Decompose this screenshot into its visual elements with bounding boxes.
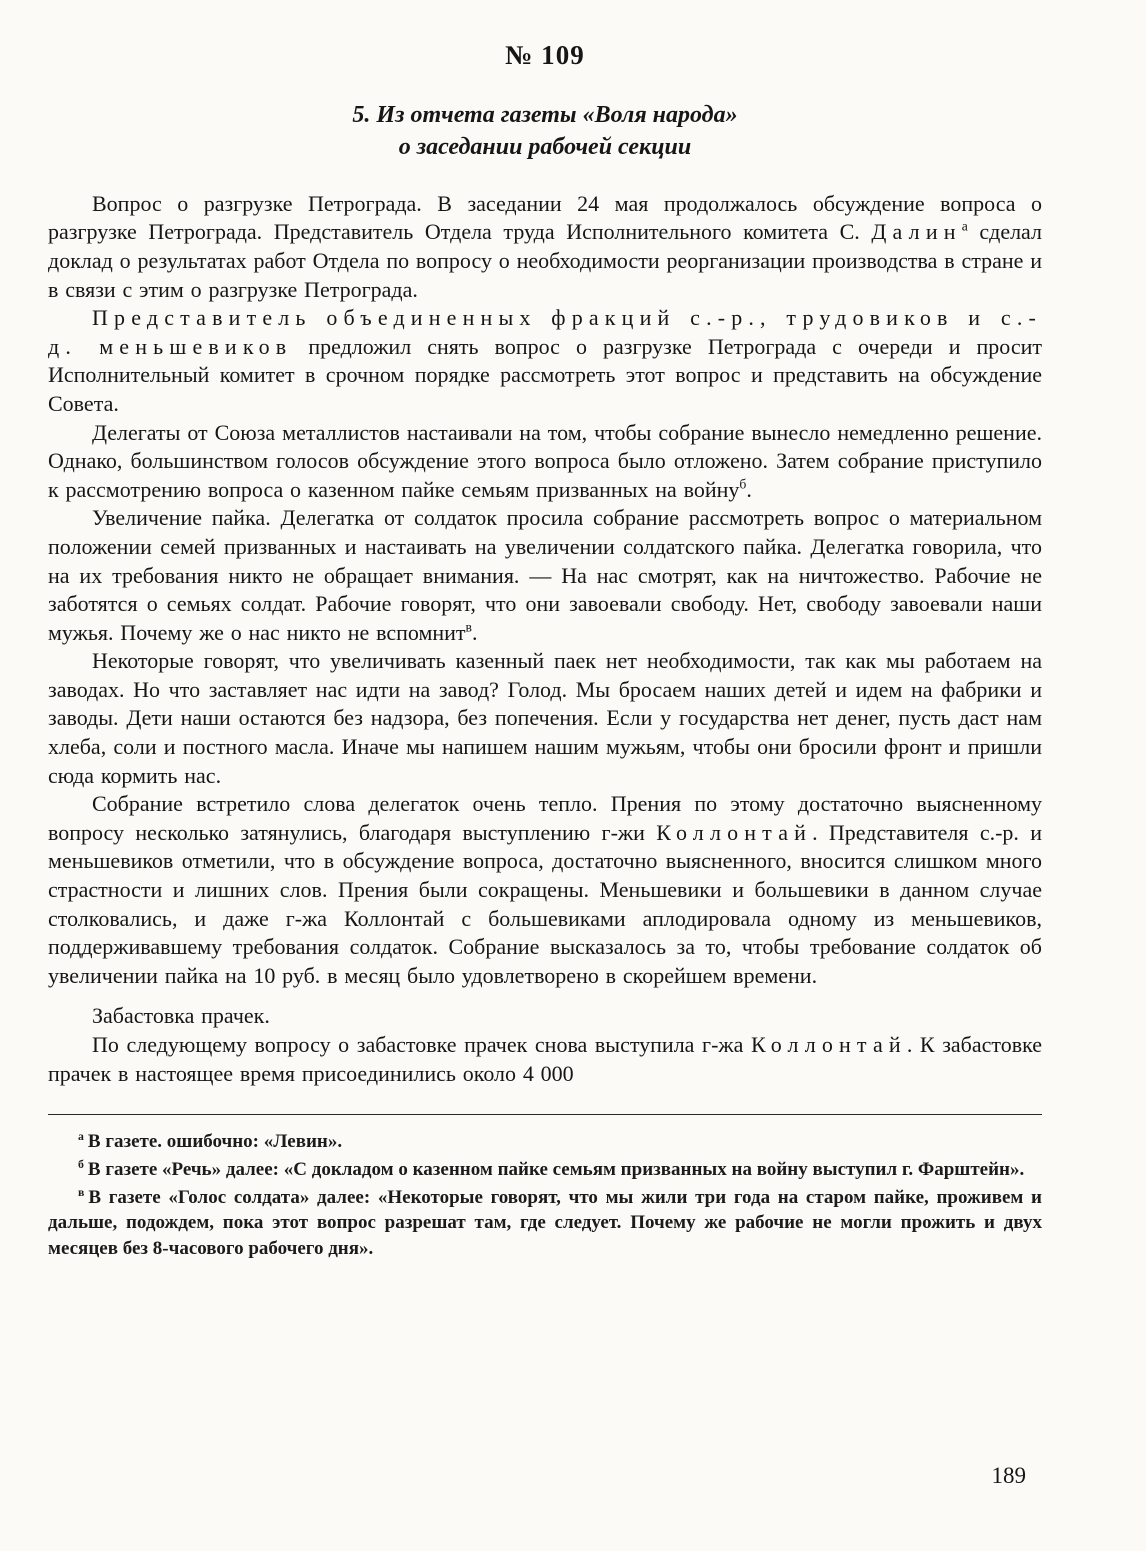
- footnote-text: В газете «Речь» далее: «С докладом о казенном пайке семьям призванных на войну выступил г. Фарштейн».: [87, 1159, 1025, 1181]
- text-segment: .: [746, 476, 752, 502]
- text-segment: сделал доклад о результатах работ Отдела по вопросу о необходимости реорганизации производства в стране и в связи с этим о разгрузке Петрограда.: [48, 219, 1042, 302]
- paragraph: [48, 304, 1042, 418]
- page-number: 189: [991, 1463, 1026, 1488]
- footnote: [48, 1185, 1042, 1260]
- footnote-reference: б: [739, 476, 747, 492]
- paragraph: [48, 647, 1042, 790]
- document-title-line2: о заседании рабочей секции: [398, 134, 692, 161]
- footnote-reference: а: [961, 219, 968, 235]
- text-segment: . Представителя с.-р. и меньшевиков отметили, что в обсуждение вопроса, достаточно выясненного, вносится слишком много страстности и лишних слов. Прения были сокращены. Меньшевики и большевики в данном случае столковались, и даже г-жа Коллонтай с большевиками аплодировала одному из меньшевиков, поддерживавшему требования солдаток. Собрание высказалось за то, чтобы требование солдаток об увеличении пайка на 10 руб. в месяц было удовлетворено в скорейшем времени.: [48, 819, 1042, 988]
- footnote-reference: в: [465, 619, 472, 635]
- footnotes-section: [48, 1114, 1042, 1260]
- text-segment: Коллонтай: [750, 1032, 907, 1057]
- document-title-line1: 5. Из отчета газеты «Воля народа»: [352, 102, 738, 128]
- text-segment: Представитель объединенных фракций с.-р., трудовиков и с.-д. меньшевиков: [48, 305, 1042, 359]
- document-body: [48, 190, 1042, 1088]
- text-segment: . К забастовке прачек в настоящее время присоединились около 4 000: [48, 1032, 1042, 1086]
- footnote-marker: а: [78, 1129, 84, 1143]
- footnote-text: В газете «Голос солдата» далее: «Некоторые говорят, что мы жили три года на старом пайке, проживем и дальше, подождем, пока этот вопрос разрешат там, где следует. Почему же рабочие не могли прожить и двух месяцев без 8-часового рабочего дня».: [48, 1187, 1042, 1259]
- paragraph: [48, 1002, 1042, 1031]
- text-segment: Увеличение пайка. Делегатка от солдаток просила собрание рассмотреть вопрос о материальном положении семей призванных и настаивать на увеличении солдатского пайка. Делегатка говорила, что на их требования никто не обращает внимания. — На нас смотрят, как на ничтожество. Рабочие не заботятся о семьях солдат. Рабочие говорят, что они завоевали свободу. Нет, свободу завоевали наши мужья. Почему же о нас никто не вспомнит: [48, 505, 1042, 645]
- text-segment: Далин: [871, 219, 962, 245]
- text-segment: .: [471, 619, 478, 645]
- footnote-text: В газете. ошибочно: «Левин».: [87, 1131, 343, 1153]
- paragraph: [48, 504, 1042, 647]
- document-title: [48, 99, 1042, 164]
- footnote-marker: в: [78, 1186, 85, 1200]
- text-segment: предложил снять вопрос о разгрузке Петрограда с очереди и просит Исполнительный комитет в срочном порядке рассмотреть этот вопрос и представить на обсуждение Совета.: [48, 333, 1043, 416]
- text-segment: Некоторые говорят, что увеличивать казенный паек нет необходимости, так как мы работаем на заводах. Но что заставляет нас идти на завод? Голод. Мы бросаем наших детей и идем на фабрики и заводы. Дети наши остаются без надзора, без попечения. Если у государства нет денег, пусть даст нам хлеба, соли и постного масла. Иначе мы напишем нашим мужьям, чтобы они бросили фронт и пришли сюда кормить нас.: [48, 648, 1042, 788]
- text-segment: Коллонтай: [656, 819, 813, 845]
- text-segment: Вопрос о разгрузке Петрограда. В заседании 24 мая продолжалось обсуждение вопроса о разгрузке Петрограда. Представитель Отдела труда Исполнительного комитета С.: [48, 190, 1042, 245]
- paragraph: [48, 1031, 1042, 1088]
- text-segment: Собрание встретило слова делегаток очень тепло. Прения по этому достаточно выясненному вопросу несколько затянулись, благодаря выступлению г-жи: [48, 791, 1042, 845]
- footnote: [48, 1129, 1042, 1154]
- paragraph: [48, 190, 1042, 304]
- document-number: № 109: [505, 40, 585, 70]
- text-segment: Забастовка прачек.: [92, 1003, 270, 1029]
- text-segment: По следующему вопросу о забастовке прачек снова выступила г-жа: [92, 1032, 751, 1057]
- footnote: [48, 1157, 1042, 1182]
- footnote-marker: б: [78, 1157, 84, 1171]
- paragraph: [48, 790, 1042, 990]
- paragraph: [48, 419, 1042, 505]
- text-segment: Делегаты от Союза металлистов настаивали на том, чтобы собрание вынесло немедленно решение. Однако, большинством голосов обсуждение этого вопроса было отложено. Затем собрание приступило к рассмотрению вопроса о казенном пайке семьям призванных на войну: [48, 419, 1042, 502]
